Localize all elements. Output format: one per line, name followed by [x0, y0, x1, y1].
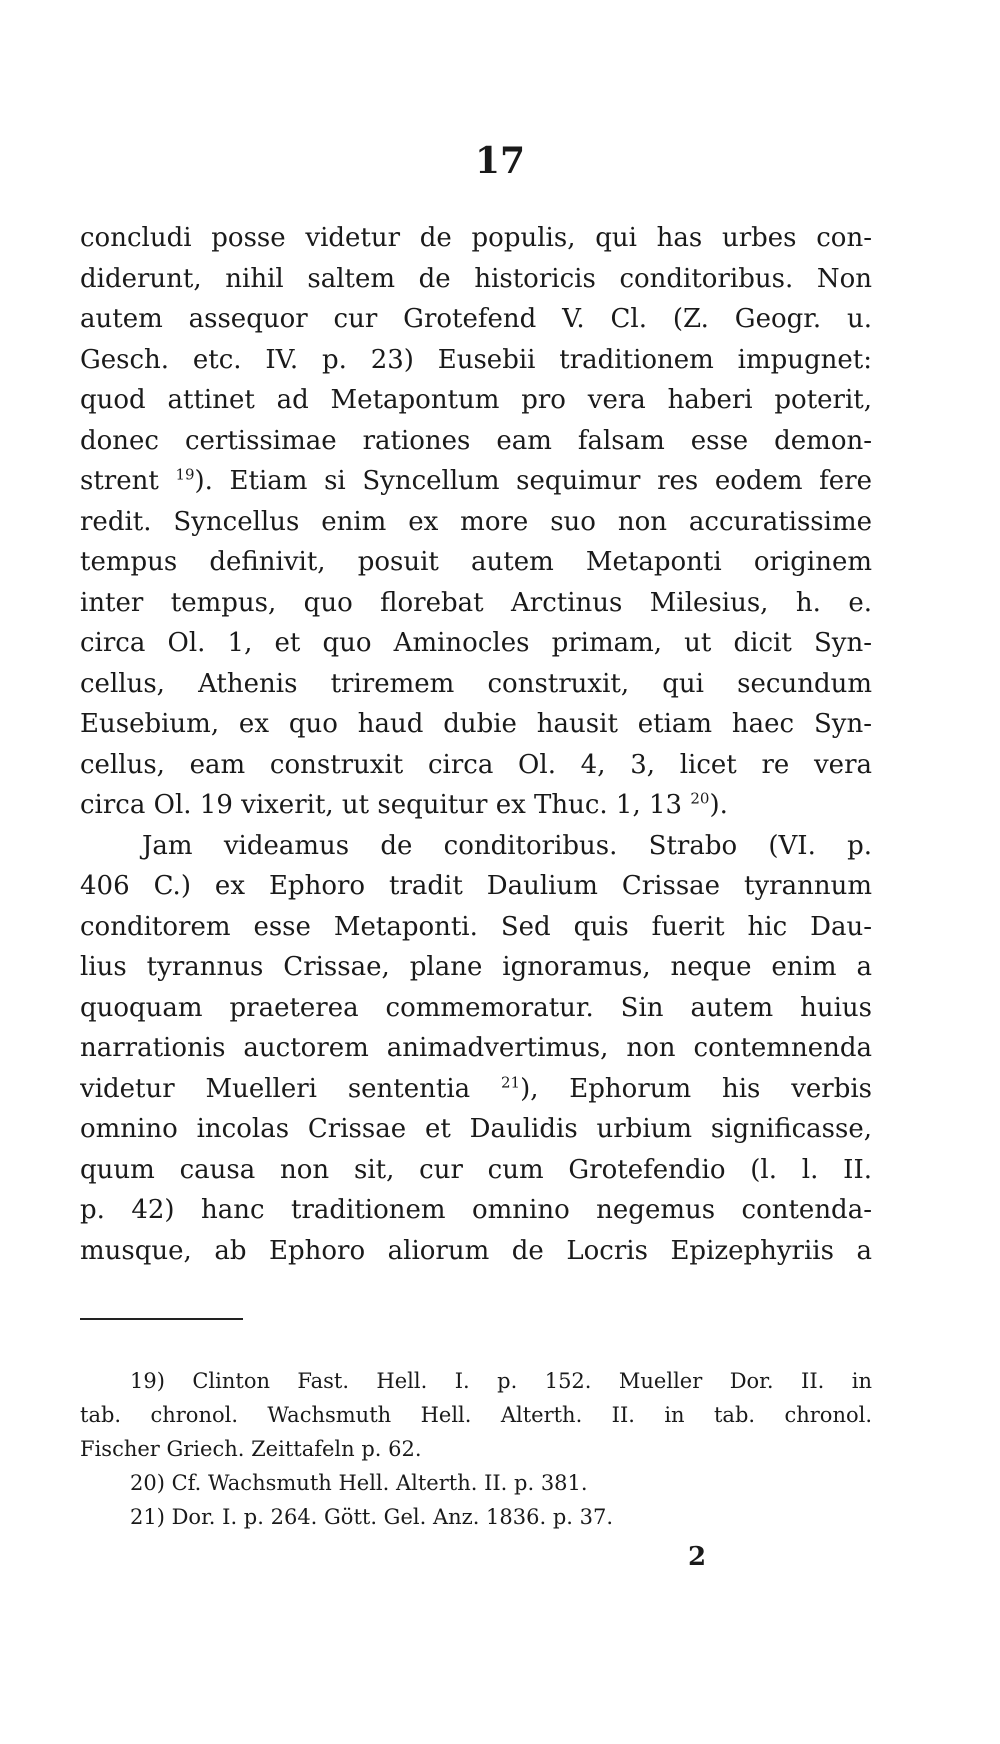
footnote-line: 20) Cf. Wachsmuth Hell. Alterth. II. p. 381.	[130, 1471, 588, 1495]
text-segment: strent	[80, 466, 159, 496]
text-line: quod attinet ad Metapontum pro vera haberi poterit,	[80, 385, 872, 415]
footnote-line: 21) Dor. I. p. 264. Gött. Gel. Anz. 1836. p. 37.	[130, 1505, 614, 1529]
text-line: cellus, Athenis triremem construxit, qui secundum	[80, 668, 872, 699]
text-line: diderunt, nihil saltem de historicis conditoribus. Non	[80, 263, 872, 294]
text-line	[80, 785, 872, 826]
text-segment: ), Ephorum his verbis	[520, 1073, 872, 1104]
text-line: donec certissimae rationes eam falsam esse demon-	[80, 425, 872, 456]
text-line	[80, 461, 872, 502]
footnote-ref-19: 19	[175, 465, 195, 484]
footnote-line: tab. chronol. Wachsmuth Hell. Alterth. II. in tab. chronol.	[80, 1403, 872, 1427]
text-line: redit. Syncellus enim ex more suo non accuratissime	[80, 506, 872, 537]
footnotes	[80, 1364, 872, 1534]
text-line: tempus definivit, posuit autem Metaponti originem	[80, 547, 872, 577]
text-line: omnino incolas Crissae et Daulidis urbium significasse,	[80, 1114, 872, 1144]
text-line: concludi posse videtur de populis, qui has urbes con-	[80, 223, 872, 253]
page-number: 17	[474, 140, 526, 182]
signature-mark: 2	[688, 1542, 707, 1572]
text-line	[80, 1069, 872, 1110]
footnote-line: 19) Clinton Fast. Hell. I. p. 152. Mueller Dor. II. in	[130, 1369, 872, 1393]
text-segment: ).	[709, 790, 728, 820]
text-line: musque, ab Ephoro aliorum de Locris Epizephyriis a	[80, 1235, 872, 1266]
text-line: quoquam praeterea commemoratur. Sin autem huius	[80, 992, 872, 1023]
text-line: circa Ol. 1, et quo Aminocles primam, ut dicit Syn-	[80, 628, 872, 658]
text-line: 406 C.) ex Ephoro tradit Daulium Crissae tyrannum	[80, 871, 872, 901]
text-line: Jam videamus de conditoribus. Strabo (VI. p.	[142, 830, 872, 861]
text-line: lius tyrannus Crissae, plane ignoramus, neque enim a	[80, 952, 872, 982]
text-segment: videtur Muelleri sententia	[80, 1073, 471, 1104]
footnote-ref-20: 20	[690, 789, 710, 808]
footnote-ref-21: 21	[500, 1072, 521, 1091]
text-line: narrationis auctorem animadvertimus, non contemnenda	[80, 1033, 872, 1063]
text-line: cellus, eam construxit circa Ol. 4, 3, licet re vera	[80, 749, 872, 780]
text-line: Eusebium, ex quo haud dubie hausit etiam haec Syn-	[80, 709, 872, 739]
text-segment: ). Etiam si Syncellum sequimur res eodem fere	[194, 466, 872, 496]
text-line: inter tempus, quo florebat Arctinus Milesius, h. e.	[80, 587, 872, 618]
text-line: p. 42) hanc traditionem omnino negemus contenda-	[80, 1195, 872, 1225]
text-line: conditorem esse Metaponti. Sed quis fuerit hic Dau-	[80, 911, 872, 942]
text-line: Gesch. etc. IV. p. 23) Eusebii traditionem impugnet:	[80, 344, 872, 375]
text-segment: circa Ol. 19 vixerit, ut sequitur ex Thuc. 1, 13	[80, 790, 683, 820]
footnote-divider	[80, 1318, 243, 1320]
footnote-line: Fischer Griech. Zeittafeln p. 62.	[80, 1437, 422, 1461]
text-line: autem assequor cur Grotefend V. Cl. (Z. Geogr. u.	[80, 304, 872, 334]
main-text	[80, 218, 872, 1271]
text-line: quum causa non sit, cur cum Grotefendio (l. l. II.	[80, 1154, 872, 1185]
